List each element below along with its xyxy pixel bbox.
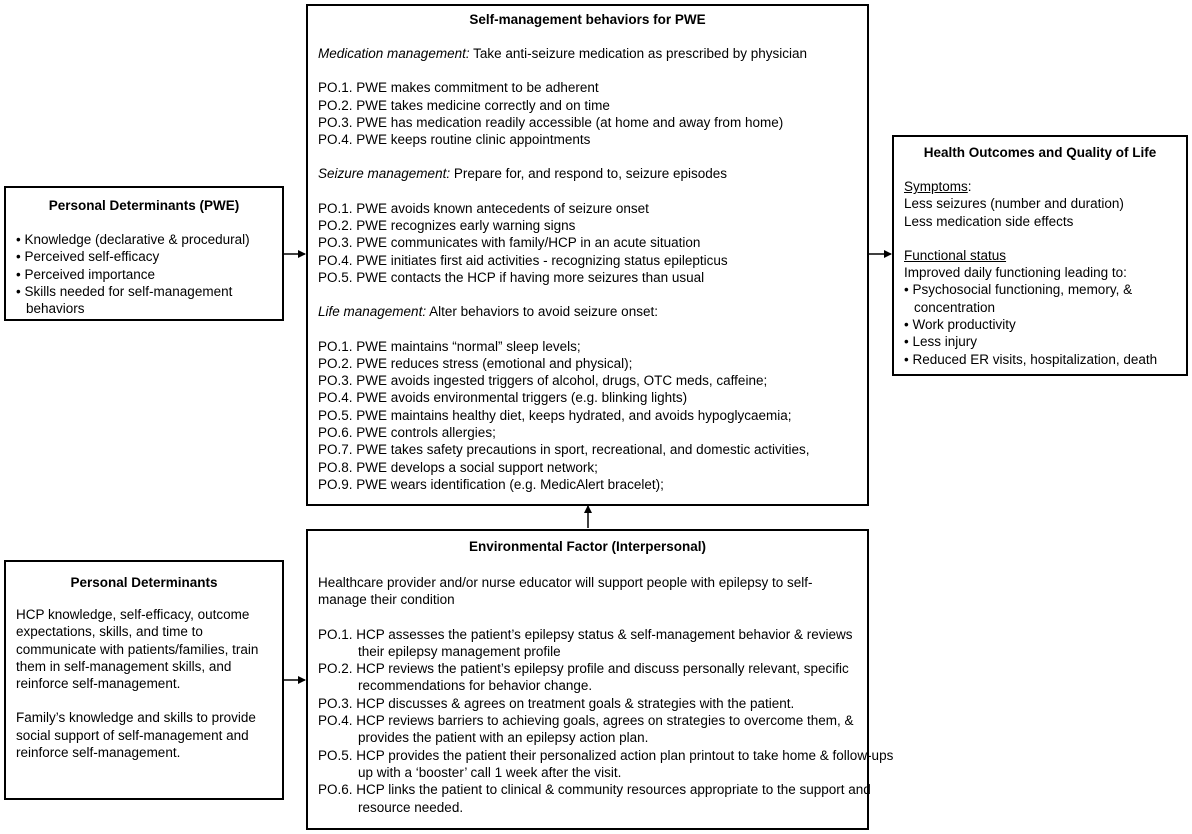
list-item: • Psychosocial functioning, memory, & concentration — [904, 282, 1133, 315]
environmental-intro: Healthcare provider and/or nurse educator will support people with epilepsy to self-manage their condition — [318, 575, 813, 608]
life-management-heading: Life management: Alter behaviors to avoid seizure onset: — [318, 304, 658, 320]
self-management-behaviors-box — [306, 4, 869, 506]
list-item: PO.1. PWE maintains “normal” sleep levels; — [318, 338, 581, 354]
hcp-determinants-text: HCP knowledge, self-efficacy, outcome expectations, skills, and time to communicate with patients/families, train them in self-management skills, and reinforce self-management. — [16, 607, 259, 692]
list-item: PO.4. PWE avoids environmental triggers (e.g. blinking lights) — [318, 390, 688, 406]
list-item: PO.4. PWE keeps routine clinic appointments — [318, 132, 591, 148]
list-item: PO.6. PWE controls allergies; — [318, 425, 496, 441]
seizure-management-heading: Seizure management: Prepare for, and respond to, seizure episodes — [318, 166, 727, 182]
health-outcomes-title: Health Outcomes and Quality of Life — [923, 145, 1157, 160]
functional-status-heading: Functional status — [904, 247, 1007, 263]
list-item: • Skills needed for self-management behaviors — [16, 283, 233, 317]
list-item: PO.2. PWE recognizes early warning signs — [318, 218, 576, 234]
self-management-title: Self-management behaviors for PWE — [469, 12, 706, 27]
family-determinants-text: Family’s knowledge and skills to provide social support of self-management and reinforce self-management. — [16, 710, 256, 761]
medication-management-heading: Medication management: Take anti-seizure medication as prescribed by physician — [318, 46, 808, 61]
list-item: PO.5. HCP provides the patient their personalized action plan printout to take home & follow-ups up with a ‘booster’ call 1 week after the visit. — [318, 747, 894, 780]
list-item: PO.8. PWE develops a social support network; — [318, 459, 598, 475]
list-item: PO.3. PWE has medication readily accessible (at home and away from home) — [318, 114, 784, 130]
list-item: PO.5. PWE maintains healthy diet, keeps hydrated, and avoids hypoglycaemia; — [318, 407, 792, 423]
list-item: • Less injury — [904, 334, 978, 350]
personal-determinants-pwe-box — [4, 186, 284, 321]
list-item: PO.4. PWE initiates first aid activities - recognizing status epilepticus — [318, 252, 728, 268]
health-outcomes-box — [892, 135, 1188, 376]
list-item: Less seizures (number and duration) — [904, 196, 1124, 212]
list-item: PO.1. PWE makes commitment to be adherent — [318, 80, 599, 96]
list-item: PO.7. PWE takes safety precautions in sport, recreational, and domestic activities, — [318, 442, 810, 458]
personal-determinants-title: Personal Determinants — [70, 575, 218, 590]
list-item: • Work productivity — [904, 317, 1016, 333]
symptoms-heading: Symptoms: — [904, 179, 972, 194]
list-item: PO.1. PWE avoids known antecedents of seizure onset — [318, 200, 649, 216]
list-item: PO.2. HCP reviews the patient’s epilepsy profile and discuss personally relevant, specific recommendations for behavior change. — [318, 661, 849, 694]
list-item: PO.3. HCP discusses & agrees on treatment goals & strategies with the patient. — [318, 695, 795, 711]
personal-determinants-box — [4, 560, 284, 800]
list-item: PO.3. PWE communicates with family/HCP in an acute situation — [318, 235, 701, 251]
list-item: PO.4. HCP reviews barriers to achieving goals, agrees on strategies to overcome them, & provides the patient with an epilepsy action plan. — [318, 713, 854, 746]
list-item: PO.3. PWE avoids ingested triggers of alcohol, drugs, OTC meds, caffeine; — [318, 373, 768, 389]
list-item: PO.2. PWE reduces stress (emotional and physical); — [318, 355, 633, 371]
list-item: PO.9. PWE wears identification (e.g. MedicAlert bracelet); — [318, 476, 664, 492]
list-item: Less medication side effects — [904, 213, 1074, 229]
list-item: PO.1. HCP assesses the patient’s epilepsy status & self-management behavior & reviews their epilepsy management profile — [318, 626, 853, 659]
list-item: • Knowledge (declarative & procedural) — [16, 232, 250, 247]
environmental-factor-box — [306, 529, 894, 830]
list-item: • Perceived self-efficacy — [16, 249, 160, 265]
environmental-factor-title: Environmental Factor (Interpersonal) — [468, 539, 707, 554]
list-item: PO.2. PWE takes medicine correctly and on time — [318, 97, 610, 113]
functional-intro: Improved daily functioning leading to: — [904, 265, 1127, 281]
list-item: PO.5. PWE contacts the HCP if having more seizures than usual — [318, 269, 705, 285]
personal-determinants-pwe-title: Personal Determinants (PWE) — [48, 198, 240, 213]
list-item: PO.6. HCP links the patient to clinical & community resources appropriate to the support and resource needed. — [318, 782, 871, 815]
list-item: • Reduced ER visits, hospitalization, death — [904, 351, 1158, 367]
list-item: • Perceived importance — [16, 266, 156, 282]
